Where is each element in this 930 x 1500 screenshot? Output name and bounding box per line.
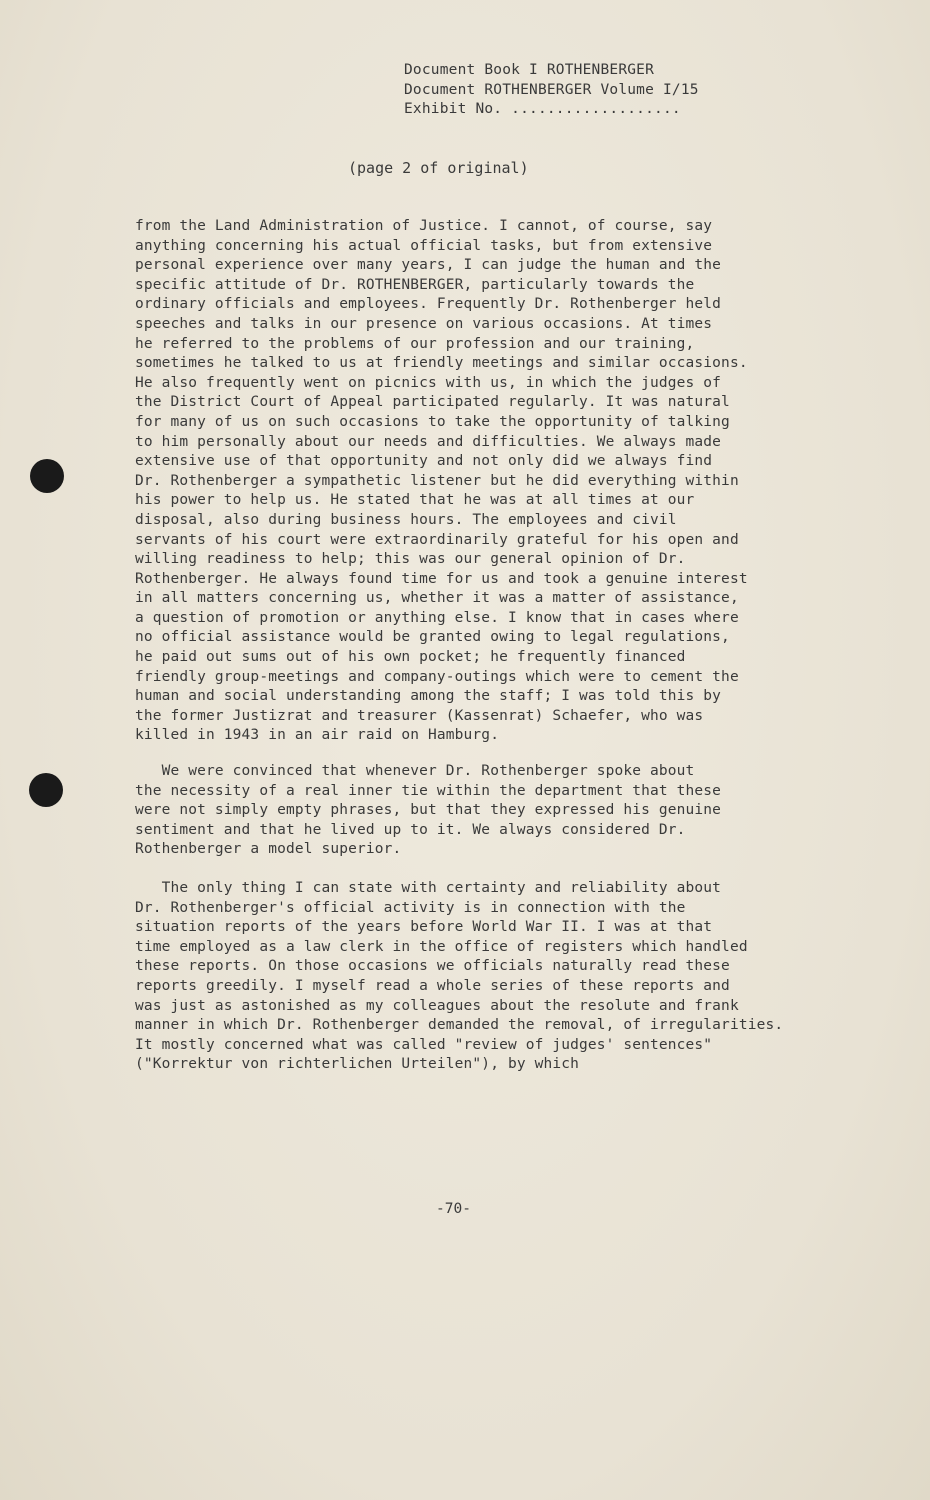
text-line: killed in 1943 in an air raid on Hamburg. <box>135 727 500 744</box>
text-line: manner in which Dr. Rothenberger demanded the removal, of irregularities. <box>135 1017 784 1034</box>
text-line: He also frequently went on picnics with us, in which the judges of <box>135 374 722 391</box>
text-line: the District Court of Appeal participated regularly. It was natural <box>135 394 730 411</box>
text-line: no official assistance would be granted owing to legal regulations, <box>135 629 730 646</box>
page-number: -70- <box>436 1201 471 1217</box>
paragraph-1 <box>135 217 845 746</box>
text-line: for many of us on such occasions to take the opportunity of talking <box>135 413 730 430</box>
header-line-3: Exhibit No. ................... <box>404 101 681 117</box>
text-line: The only thing I can state with certainty and reliability about <box>135 880 722 896</box>
text-line: a question of promotion or anything else. I know that in cases where <box>135 609 739 626</box>
page-note: (page 2 of original) <box>348 159 529 177</box>
text-line: ("Korrektur von richterlichen Urteilen"), by which <box>135 1056 579 1073</box>
text-line: the necessity of a real inner tie within the department that these <box>135 782 722 799</box>
text-line: anything concerning his actual official tasks, but from extensive <box>135 237 713 254</box>
text-line: his power to help us. He stated that he was at all times at our <box>135 492 695 509</box>
text-line: ordinary officials and employees. Frequently Dr. Rothenberger held <box>135 296 722 313</box>
text-line: he paid out sums out of his own pocket; he frequently financed <box>135 649 686 666</box>
text-line: friendly group-meetings and company-outings which were to cement the <box>135 668 739 685</box>
text-line: extensive use of that opportunity and not only did we always find <box>135 453 713 470</box>
text-line: these reports. On those occasions we officials naturally read these <box>135 958 730 975</box>
text-line: It mostly concerned what was called "review of judges' sentences" <box>135 1036 713 1053</box>
text-line: were not simply empty phrases, but that they expressed his genuine <box>135 802 722 819</box>
text-line: Rothenberger a model superior. <box>135 841 402 858</box>
text-line: human and social understanding among the staff; I was told this by <box>135 688 722 705</box>
header-line-2: Document ROTHENBERGER Volume I/15 <box>404 81 699 98</box>
text-line: We were convinced that whenever Dr. Rothenberger spoke about <box>135 763 695 779</box>
text-line: willing readiness to help; this was our general opinion of Dr. <box>135 551 686 568</box>
text-line: sentiment and that he lived up to it. We always considered Dr. <box>135 821 686 838</box>
text-line: specific attitude of Dr. ROTHENBERGER, particularly towards the <box>135 276 695 293</box>
text-line: he referred to the problems of our profession and our training, <box>135 335 695 352</box>
text-line: servants of his court were extraordinarily grateful for his open and <box>135 531 739 548</box>
text-line: Rothenberger. He always found time for us and took a genuine interest <box>135 570 748 587</box>
text-line: personal experience over many years, I can judge the human and the <box>135 257 722 274</box>
text-line: speeches and talks in our presence on various occasions. At times <box>135 315 713 332</box>
text-line: situation reports of the years before World War II. I was at that <box>135 919 713 936</box>
text-line: in all matters concerning us, whether it was a matter of assistance, <box>135 590 739 607</box>
text-line: the former Justizrat and treasurer (Kassenrat) Schaefer, who was <box>135 707 704 724</box>
text-line: sometimes he talked to us at friendly meetings and similar occasions. <box>135 355 748 372</box>
punch-hole-upper <box>30 459 64 493</box>
document-header <box>404 61 699 120</box>
text-line: to him personally about our needs and difficulties. We always made <box>135 433 722 450</box>
text-line: Dr. Rothenberger's official activity is in connection with the <box>135 899 686 916</box>
text-line: disposal, also during business hours. The employees and civil <box>135 511 677 528</box>
punch-hole-lower <box>29 773 63 807</box>
header-line-1: Document Book I ROTHENBERGER <box>404 62 655 78</box>
text-line: Dr. Rothenberger a sympathetic listener but he did everything within <box>135 472 739 489</box>
text-line: from the Land Administration of Justice. I cannot, of course, say <box>135 218 713 234</box>
text-line: reports greedily. I myself read a whole series of these reports and <box>135 977 730 994</box>
text-line: was just as astonished as my colleagues about the resolute and frank <box>135 997 739 1014</box>
paragraph-2 <box>135 762 845 860</box>
paragraph-3 <box>135 879 855 1075</box>
text-line: time employed as a law clerk in the office of registers which handled <box>135 938 748 955</box>
